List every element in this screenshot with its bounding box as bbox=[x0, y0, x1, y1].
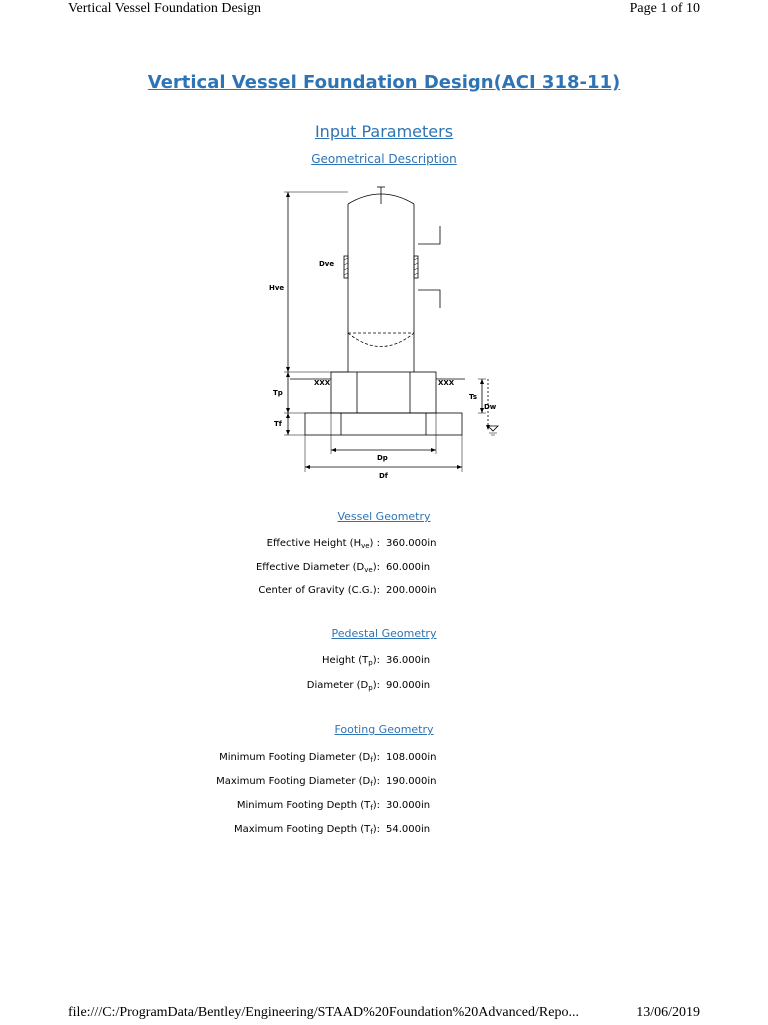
label-hve: Hve bbox=[269, 284, 285, 292]
param-label: Effective Height $(H_{ve})$ : bbox=[266, 538, 380, 550]
param-label: Minimum Footing Depth $(T_f)$: bbox=[236, 800, 380, 812]
label-ts: Ts bbox=[469, 393, 478, 401]
label-df: Df bbox=[379, 472, 388, 480]
param-value: 190.000in bbox=[386, 776, 437, 787]
footing-geometry-heading: Footing Geometry bbox=[334, 723, 434, 736]
footing bbox=[305, 413, 462, 435]
param-row bbox=[0, 800, 768, 816]
param-value: 54.000in bbox=[386, 824, 431, 835]
param-value: 60.000in bbox=[386, 561, 431, 573]
diagram-svg bbox=[260, 182, 510, 482]
param-value: 90.000in bbox=[386, 679, 431, 691]
page-header bbox=[68, 0, 700, 20]
param-row bbox=[0, 585, 768, 601]
soil-label-left: XXX bbox=[314, 379, 331, 387]
param-value: 360.000in bbox=[386, 538, 437, 549]
param-label: Minimum Footing Diameter $(D_f)$: bbox=[219, 752, 380, 764]
param-row bbox=[0, 538, 768, 554]
soil-label-right: XXX bbox=[438, 379, 455, 387]
param-row bbox=[0, 680, 768, 696]
geometrical-description-heading: Geometrical Description bbox=[311, 152, 457, 166]
param-label: Height $(T_p)$: bbox=[322, 655, 380, 667]
water-table-symbol bbox=[488, 426, 498, 431]
param-row bbox=[0, 562, 768, 578]
param-row bbox=[0, 824, 768, 840]
header-title: Vertical Vessel Foundation Design bbox=[68, 1, 261, 16]
input-parameters-heading: Input Parameters bbox=[314, 122, 454, 141]
page-footer bbox=[68, 1005, 700, 1025]
label-tp: Tp bbox=[273, 389, 283, 397]
param-row bbox=[0, 752, 768, 768]
param-label: Center of Gravity (C.G.): bbox=[258, 585, 380, 596]
param-row bbox=[0, 776, 768, 792]
page-number: Page 1 of 10 bbox=[629, 1, 700, 16]
document-title: Vertical Vessel Foundation Design(ACI 318-11) bbox=[147, 72, 621, 93]
label-dve: Dve bbox=[319, 260, 335, 268]
param-row bbox=[0, 655, 768, 671]
param-value: 36.000in bbox=[386, 655, 431, 666]
vessel-geometry-heading: Vessel Geometry bbox=[337, 510, 431, 523]
vessel-bottom-head bbox=[348, 333, 414, 347]
label-dp: Dp bbox=[377, 454, 388, 462]
param-label: Maximum Footing Diameter $(D_f)$: bbox=[216, 776, 380, 788]
footer-date: 13/06/2019 bbox=[636, 1005, 700, 1020]
param-value: 30.000in bbox=[386, 800, 431, 811]
label-dw: Dw bbox=[484, 403, 497, 411]
param-value: 108.000in bbox=[386, 752, 437, 763]
vessel-foundation-diagram bbox=[260, 182, 510, 482]
footer-file-path: file:///C:/ProgramData/Bentley/Engineering/STAAD%20Foundation%20Advanced/Repo... bbox=[68, 1005, 579, 1020]
param-label: Effective Diameter $(D_{ve})$: bbox=[255, 561, 380, 574]
param-value: 200.000in bbox=[386, 585, 437, 596]
param-label: Diameter $(D_p)$: bbox=[306, 679, 380, 692]
pedestal bbox=[331, 372, 436, 413]
label-tf: Tf bbox=[274, 420, 282, 428]
pedestal-geometry-heading: Pedestal Geometry bbox=[331, 627, 437, 640]
param-label: Maximum Footing Depth $(T_f)$: bbox=[233, 824, 380, 836]
